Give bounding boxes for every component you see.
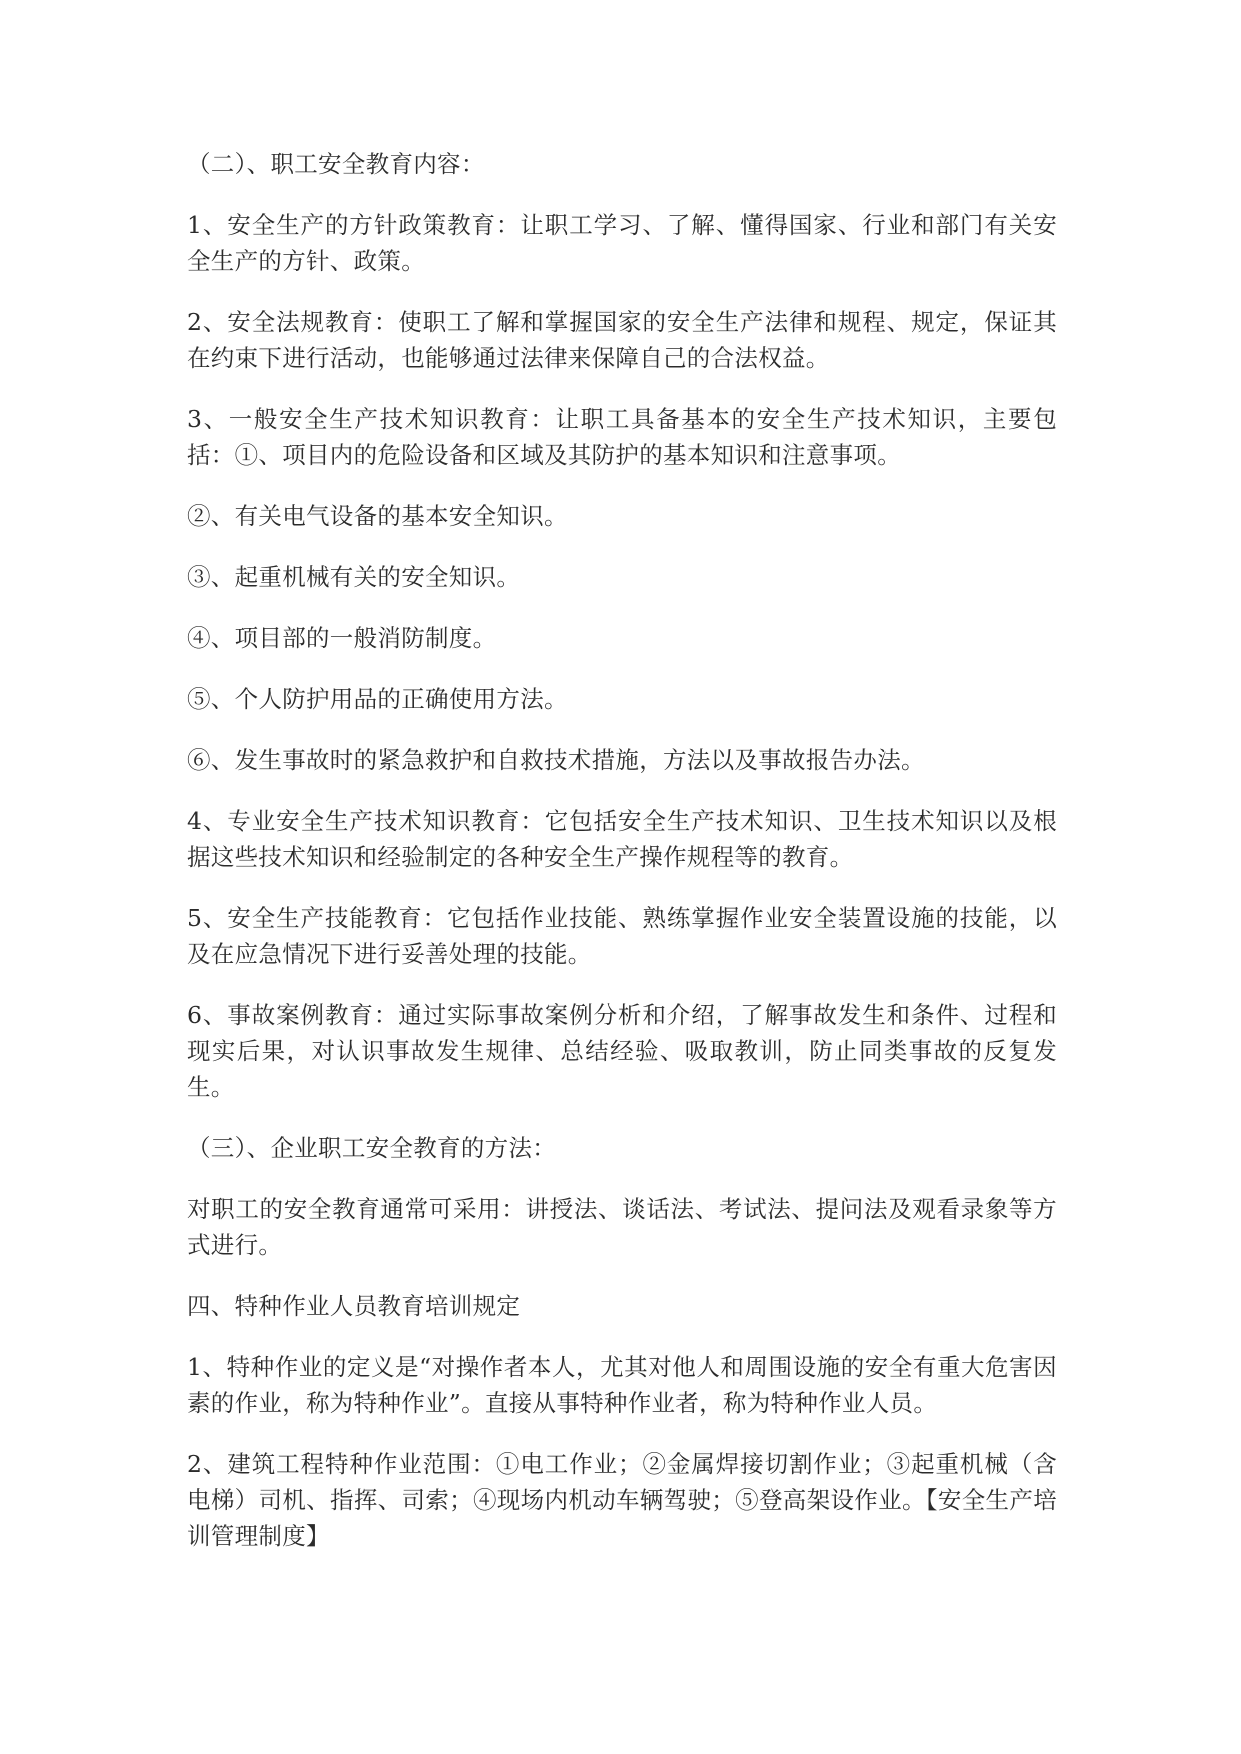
list-item-fire-safety: ④、项目部的一般消防制度。 <box>187 624 497 652</box>
list-item-lifting-machinery: ③、起重机械有关的安全知识。 <box>187 563 521 591</box>
paragraph-regulation-education: 2、安全法规教育：使职工了解和掌握国家的安全生产法律和规程、规定，保证其在约束下进行活动，也能够通过法律来保障自己的合法权益。 <box>187 308 1057 372</box>
paragraph-professional-technical-knowledge: 4、专业安全生产技术知识教育：它包括安全生产技术知识、卫生技术知识以及根据这些技术知识和经验制定的各种安全生产操作规程等的教育。 <box>187 807 1057 871</box>
document-body <box>187 146 1057 1579</box>
list-item-electrical-safety: ②、有关电气设备的基本安全知识。 <box>187 502 568 530</box>
section-heading-employee-education-content: （二）、职工安全教育内容： <box>187 150 485 178</box>
paragraph-policy-education: 1、安全生产的方针政策教育：让职工学习、了解、懂得国家、行业和部门有关安全生产的方针、政策。 <box>187 211 1057 275</box>
paragraph-accident-case-education: 6、事故案例教育：通过实际事故案例分析和介绍，了解事故发生和条件、过程和现实后果，对认识事故发生规律、总结经验、吸取教训，防止同类事故的反复发生。 <box>187 1001 1057 1101</box>
paragraph-special-operations-scope: 2、建筑工程特种作业范围：①电工作业；②金属焊接切割作业；③起重机械（含电梯）司机、指挥、司索；④现场内机动车辆驾驶；⑤登高架设作业。【安全生产培训管理制度】 <box>187 1450 1057 1550</box>
section-heading-special-operations-training: 四、特种作业人员教育培训规定 <box>187 1292 521 1320</box>
section-heading-education-methods: （三）、企业职工安全教育的方法： <box>187 1134 557 1162</box>
paragraph-general-technical-knowledge: 3、一般安全生产技术知识教育：让职工具备基本的安全生产技术知识，主要包括：①、项目内的危险设备和区域及其防护的基本知识和注意事项。 <box>187 405 1057 469</box>
paragraph-skill-education: 5、安全生产技能教育：它包括作业技能、熟练掌握作业安全装置设施的技能，以及在应急情况下进行妥善处理的技能。 <box>187 904 1057 968</box>
paragraph-special-operations-definition: 1、特种作业的定义是“对操作者本人，尤其对他人和周围设施的安全有重大危害因素的作业，称为特种作业”。直接从事特种作业者，称为特种作业人员。 <box>187 1353 1057 1417</box>
paragraph-education-methods: 对职工的安全教育通常可采用：讲授法、谈话法、考试法、提问法及观看录象等方式进行。 <box>187 1195 1057 1259</box>
list-item-protective-equipment: ⑤、个人防护用品的正确使用方法。 <box>187 685 568 713</box>
list-item-emergency-rescue: ⑥、发生事故时的紧急救护和自救技术措施，方法以及事故报告办法。 <box>187 746 925 774</box>
